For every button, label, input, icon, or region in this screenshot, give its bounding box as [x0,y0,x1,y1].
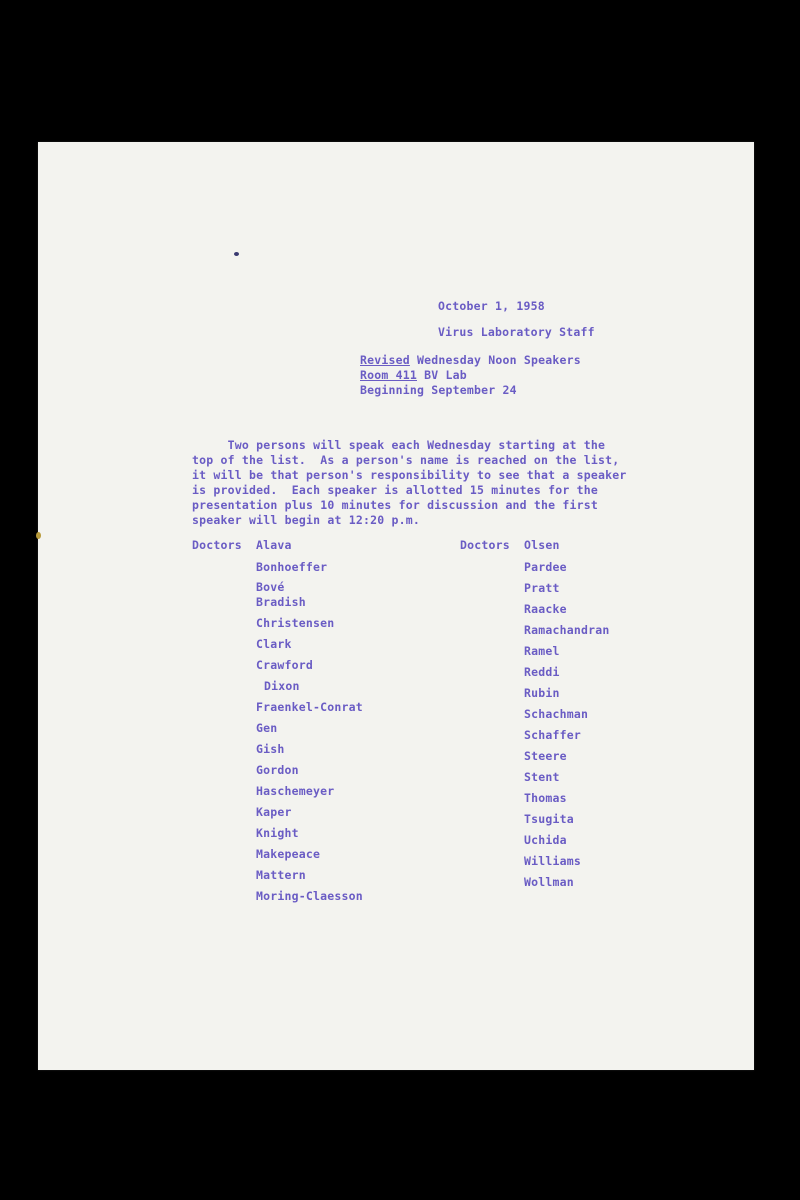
speaker-name: Pratt [524,581,560,595]
speaker-name: Stent [524,770,560,784]
memo-date: October 1, 1958 [438,299,545,313]
speaker-name: Knight [256,826,299,840]
memo-room [360,368,467,382]
speaker-name: Bradish [256,595,306,609]
speaker-name: Gen [256,721,278,735]
speaker-name: Raacke [524,602,567,616]
speaker-name: Uchida [524,833,567,847]
doctors-label-right: Doctors [460,538,510,552]
speaker-name: Reddi [524,665,560,679]
speaker-name: Alava [256,538,292,552]
ink-speck [234,252,239,256]
memo-title [360,353,581,367]
speaker-name: Tsugita [524,812,574,826]
speaker-name: Ramel [524,644,560,658]
speaker-name: Gordon [256,763,299,777]
speaker-name: Schachman [524,707,589,721]
memo-department: Virus Laboratory Staff [438,325,595,339]
body-line: Two persons will speak each Wednesday starting at the [192,438,606,452]
speaker-name: Crawford [256,658,313,672]
speaker-name: Bonhoeffer [256,560,328,574]
speaker-name: Clark [256,637,292,651]
speaker-name: Gish [256,742,285,756]
body-line: it will be that person's responsibility to see that a speaker [192,468,627,482]
body-line: speaker will begin at 12:20 p.m. [192,513,420,527]
speaker-name: Christensen [256,616,335,630]
speaker-name: Olsen [524,538,560,552]
memo-beginning: Beginning September 24 [360,383,517,397]
speaker-name: Dixon [264,679,300,693]
body-line: is provided. Each speaker is allotted 15 minutes for the [192,483,599,497]
memo-page [38,142,754,1070]
ink-speck [36,532,41,539]
room-rest: BV Lab [417,368,467,382]
speaker-name: Thomas [524,791,567,805]
speaker-name: Kaper [256,805,292,819]
speaker-name: Makepeace [256,847,321,861]
body-line: presentation plus 10 minutes for discussion and the first [192,498,599,512]
speaker-name: Bové [256,580,285,594]
speaker-name: Pardee [524,560,567,574]
speaker-name: Moring-Claesson [256,889,363,903]
title-rest: Wednesday Noon Speakers [409,353,581,367]
speaker-name: Wollman [524,875,574,889]
doctors-label-left: Doctors [192,538,242,552]
speaker-name: Mattern [256,868,306,882]
speaker-name: Williams [524,854,581,868]
body-line: top of the list. As a person's name is reached on the list, [192,453,620,467]
speaker-name: Schaffer [524,728,581,742]
room-word: Room 411 [360,368,417,382]
speaker-name: Ramachandran [524,623,610,637]
speaker-name: Fraenkel-Conrat [256,700,363,714]
speaker-name: Haschemeyer [256,784,335,798]
revised-word: Revised [360,353,410,367]
speaker-name: Steere [524,749,567,763]
speaker-name: Rubin [524,686,560,700]
